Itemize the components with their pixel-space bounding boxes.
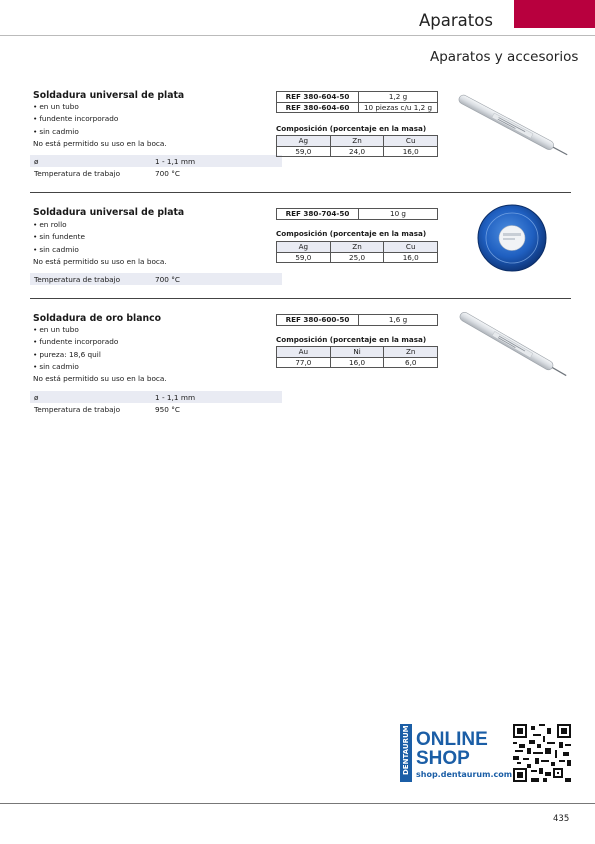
- feature-list: [33, 219, 85, 256]
- spec-value: 1 - 1,1 mm: [155, 392, 196, 402]
- solder-tube-icon: [450, 306, 578, 386]
- page-title: Aparatos: [419, 11, 493, 30]
- composition-value: 16,0: [384, 252, 438, 263]
- product-title: Soldadura de oro blanco: [33, 313, 161, 324]
- section-divider: [30, 298, 571, 299]
- ref-table: [276, 314, 438, 326]
- feature-item: • sin fundente: [33, 231, 85, 243]
- spec-label: ø: [34, 156, 39, 166]
- composition-header-row: [277, 347, 438, 358]
- spec-label: ø: [34, 392, 39, 402]
- ref-row: [277, 315, 438, 326]
- ref-qty: 10 g: [359, 209, 438, 220]
- product-title: Soldadura universal de plata: [33, 207, 185, 218]
- ref-table: [276, 91, 438, 113]
- qr-code-icon[interactable]: [513, 724, 571, 782]
- spec-row: [30, 167, 282, 179]
- composition-header: Ag: [277, 242, 331, 253]
- feature-item: • fundente incorporado: [33, 336, 118, 348]
- feature-item: • sin cadmio: [33, 126, 118, 138]
- composition-value: 16,0: [330, 357, 384, 368]
- composition-value: 6,0: [384, 357, 438, 368]
- feature-list: [33, 101, 118, 138]
- composition-header: Zn: [330, 242, 384, 253]
- feature-item: • en rollo: [33, 219, 85, 231]
- composition-value: 24,0: [330, 146, 384, 157]
- spec-value: 700 °C: [155, 168, 180, 178]
- solder-roll-icon: [476, 203, 548, 273]
- spec-value: 1 - 1,1 mm: [155, 156, 196, 166]
- ref-code: REF 380-704-50: [277, 209, 359, 220]
- ref-code: REF 380-604-60: [277, 102, 359, 113]
- composition-value: 16,0: [384, 146, 438, 157]
- composition-label: Composición (porcentaje en la masa): [276, 124, 427, 133]
- ref-table: [276, 208, 438, 220]
- composition-value-row: [277, 252, 438, 263]
- brand-strip: [400, 724, 412, 782]
- shop-title-line1: ONLINE: [416, 729, 488, 750]
- ref-row: [277, 92, 438, 103]
- feature-item: • en un tubo: [33, 101, 118, 113]
- composition-header: Zn: [330, 136, 384, 147]
- spec-row: [30, 155, 282, 167]
- ref-qty: 10 piezas c/u 1,2 g: [359, 102, 438, 113]
- spec-table: [30, 391, 282, 415]
- feature-item: • sin cadmio: [33, 244, 85, 256]
- composition-value: 59,0: [277, 252, 331, 263]
- composition-value: 59,0: [277, 146, 331, 157]
- composition-table: [276, 135, 438, 157]
- shop-url-link[interactable]: shop.dentaurum.com: [416, 770, 513, 779]
- composition-header-row: [277, 136, 438, 147]
- ref-qty: 1,6 g: [359, 315, 438, 326]
- section-divider: [30, 192, 571, 193]
- spec-label: Temperatura de trabajo: [34, 274, 121, 284]
- spec-table: [30, 155, 282, 179]
- ref-row: [277, 209, 438, 220]
- page-number: 435: [553, 814, 570, 824]
- spec-table: [30, 273, 282, 285]
- composition-header: Au: [277, 347, 331, 358]
- feature-item: • en un tubo: [33, 324, 118, 336]
- composition-value-row: [277, 357, 438, 368]
- ref-code: REF 380-604-50: [277, 92, 359, 103]
- product-note: No está permitido su uso en la boca.: [33, 257, 167, 266]
- product-note: No está permitido su uso en la boca.: [33, 139, 167, 148]
- ref-code: REF 380-600-50: [277, 315, 359, 326]
- composition-value: 25,0: [330, 252, 384, 263]
- composition-label: Composición (porcentaje en la masa): [276, 335, 427, 344]
- online-shop-banner[interactable]: [400, 724, 572, 782]
- page-subtitle: Aparatos y accesorios: [430, 49, 579, 65]
- composition-table: [276, 346, 438, 368]
- composition-header: Ag: [277, 136, 331, 147]
- spec-value: 950 °C: [155, 404, 180, 414]
- feature-list: [33, 324, 118, 373]
- spec-label: Temperatura de trabajo: [34, 168, 121, 178]
- composition-header: Ni: [330, 347, 384, 358]
- footer-divider: [0, 803, 595, 804]
- composition-header-row: [277, 242, 438, 253]
- feature-item: • pureza: 18,6 quil: [33, 349, 118, 361]
- product-note: No está permitido su uso en la boca.: [33, 374, 167, 383]
- shop-title-line2: SHOP: [416, 748, 470, 769]
- feature-item: • fundente incorporado: [33, 113, 118, 125]
- composition-value-row: [277, 146, 438, 157]
- spec-row: [30, 273, 282, 285]
- composition-header: Zn: [384, 347, 438, 358]
- spec-value: 700 °C: [155, 274, 180, 284]
- composition-table: [276, 241, 438, 263]
- composition-header: Cu: [384, 136, 438, 147]
- spec-row: [30, 391, 282, 403]
- solder-tube-icon: [450, 88, 578, 166]
- product-title: Soldadura universal de plata: [33, 90, 185, 101]
- ref-row: [277, 102, 438, 113]
- composition-header: Cu: [384, 242, 438, 253]
- composition-value: 77,0: [277, 357, 331, 368]
- header-divider: [0, 35, 595, 36]
- brand-name: DENTAURUM: [402, 725, 410, 775]
- composition-label: Composición (porcentaje en la masa): [276, 229, 427, 238]
- ref-qty: 1,2 g: [359, 92, 438, 103]
- feature-item: • sin cadmio: [33, 361, 118, 373]
- spec-row: [30, 403, 282, 415]
- spec-label: Temperatura de trabajo: [34, 404, 121, 414]
- header-accent-bar: [514, 0, 595, 28]
